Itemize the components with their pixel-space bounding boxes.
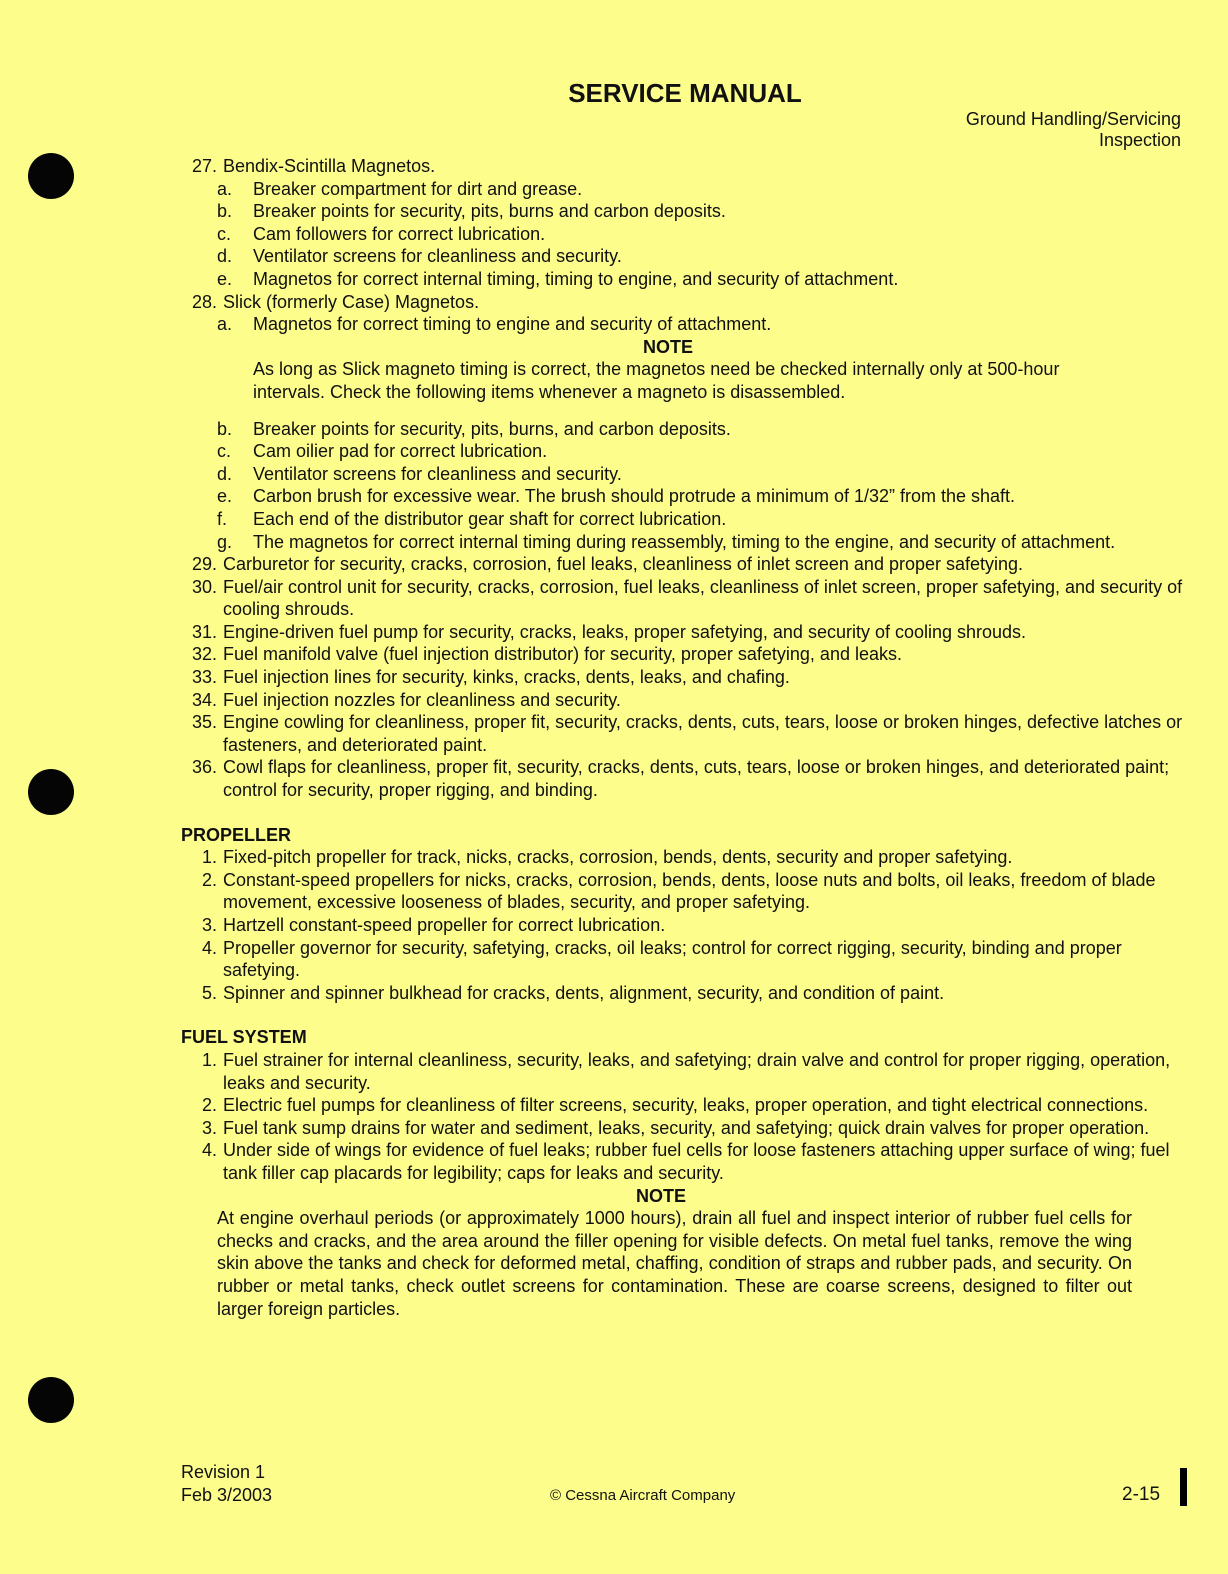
note-spacer xyxy=(181,404,1196,418)
sub-list-item xyxy=(181,508,1196,531)
revision-info xyxy=(181,1461,272,1507)
list-item xyxy=(181,846,1196,869)
sub-item-text: Magnetos for correct timing to engine and security of attachment. xyxy=(253,314,772,335)
list-item xyxy=(181,937,1196,982)
item-text: Fuel injection nozzles for cleanliness and security. xyxy=(223,689,621,710)
sub-item-text: Cam oilier pad for correct lubrication. xyxy=(253,441,548,462)
sub-item-letter: f. xyxy=(217,508,228,529)
list-item xyxy=(181,1049,1196,1094)
sub-list-item xyxy=(181,268,1196,291)
list-item xyxy=(181,1117,1196,1140)
sub-list-item xyxy=(181,440,1196,463)
sub-item-text: Breaker compartment for dirt and grease. xyxy=(253,178,583,199)
item-text: Engine-driven fuel pump for security, cracks, leaks, proper safetying, and security of cooling shrouds. xyxy=(223,621,1027,642)
list-item xyxy=(181,711,1196,756)
sub-item-letter: c. xyxy=(217,441,232,462)
item-number: 3. xyxy=(201,1117,217,1138)
sub-list-item xyxy=(181,463,1196,486)
magneto-note-text: As long as Slick magneto timing is correct, the magnetos need be checked internally only at 500-hour intervals. Check the following items whenever a magneto is disassembled. xyxy=(253,359,1060,402)
list-item xyxy=(181,1094,1196,1117)
item-text: Electric fuel pumps for cleanliness of filter screens, security, leaks, proper operation, and tight electrical connections. xyxy=(223,1095,1149,1116)
item-number: 32. xyxy=(191,644,217,665)
engine-inspection-list xyxy=(181,155,1196,802)
revision-bar xyxy=(1180,1468,1187,1506)
sub-item-letter: c. xyxy=(217,223,232,244)
page-body xyxy=(181,155,1196,1320)
item-text: Fuel strainer for internal cleanliness, security, leaks, and safetying; drain valve and control for proper rigging, operation, leaks and security. xyxy=(223,1049,1171,1093)
item-text: Fuel manifold valve (fuel injection distributor) for security, proper safetying, and leaks. xyxy=(223,644,902,665)
item-text: Bendix-Scintilla Magnetos. xyxy=(223,156,436,176)
item-number: 2. xyxy=(201,1095,217,1116)
sub-item-letter: b. xyxy=(217,418,233,439)
item-number: 5. xyxy=(201,982,217,1003)
sub-item-text: Ventilator screens for cleanliness and security. xyxy=(253,463,622,484)
list-item xyxy=(181,553,1196,576)
sub-item-text: Breaker points for security, pits, burns and carbon deposits. xyxy=(253,201,726,222)
item-number: 27. xyxy=(191,156,217,176)
list-item xyxy=(181,666,1196,689)
list-item xyxy=(181,291,1196,314)
fuel-system-list xyxy=(181,1049,1196,1185)
item-text: Engine cowling for cleanliness, proper fit, security, cracks, dents, cuts, tears, loose or broken hinges, defective latches or fasteners, and deteriorated paint. xyxy=(223,712,1183,755)
item-text: Hartzell constant-speed propeller for correct lubrication. xyxy=(223,915,666,935)
copyright: © Cessna Aircraft Company xyxy=(550,1487,736,1504)
revision-date: Feb 3/2003 xyxy=(181,1485,273,1505)
page-title: SERVICE MANUAL xyxy=(568,78,802,108)
sub-list-item xyxy=(181,313,1196,336)
item-text: Under side of wings for evidence of fuel leaks; rubber fuel cells for loose fasteners attaching upper surface of wing; fuel tank filler cap placards for legibility; caps for leaks and security. xyxy=(223,1140,1170,1183)
list-item xyxy=(181,689,1196,712)
propeller-heading: PROPELLER xyxy=(181,824,292,845)
list-item xyxy=(181,576,1196,621)
sub-list-item xyxy=(181,200,1196,223)
list-item xyxy=(181,982,1196,1005)
item-number: 31. xyxy=(191,621,217,642)
item-text: Propeller governor for security, safetying, cracks, oil leaks; control for correct rigging, security, binding and proper safetying. xyxy=(223,937,1122,981)
item-number: 1. xyxy=(201,847,217,868)
fuel-system-heading: FUEL SYSTEM xyxy=(181,1027,307,1048)
list-item xyxy=(181,756,1196,801)
sub-item-text: Magnetos for correct internal timing, timing to engine, and security of attachment. xyxy=(253,268,899,289)
list-item xyxy=(181,643,1196,666)
item-text: Cowl flaps for cleanliness, proper fit, security, cracks, dents, cuts, tears, loose or broken hinges, and deteriorated paint; control for security, proper rigging, and binding. xyxy=(223,757,1170,801)
sub-item-text: Carbon brush for excessive wear. The brush should protrude a minimum of 1/32” from the shaft. xyxy=(253,486,1016,507)
item-number: 4. xyxy=(201,937,217,958)
binder-hole-bottom xyxy=(28,1377,74,1423)
section-header xyxy=(966,109,1181,151)
item-text: Slick (formerly Case) Magnetos. xyxy=(223,291,480,312)
magneto-note-label: NOTE xyxy=(642,336,693,357)
item-number: 36. xyxy=(191,757,217,778)
sub-list-item xyxy=(181,245,1196,268)
item-number: 33. xyxy=(191,667,217,688)
item-text: Fixed-pitch propeller for track, nicks, cracks, corrosion, bends, dents, security and proper safetying. xyxy=(223,847,1013,868)
list-item xyxy=(181,621,1196,644)
sub-item-letter: b. xyxy=(217,201,233,222)
item-text: Fuel injection lines for security, kinks, cracks, dents, leaks, and chafing. xyxy=(223,667,790,688)
fuel-note-label: NOTE xyxy=(635,1185,686,1206)
sub-item-letter: d. xyxy=(217,463,233,484)
item-number: 2. xyxy=(201,869,217,890)
list-item xyxy=(181,155,1196,178)
item-number: 1. xyxy=(201,1049,217,1070)
sub-item-letter: e. xyxy=(217,268,233,289)
sub-item-text: Cam followers for correct lubrication. xyxy=(253,223,546,244)
item-number: 29. xyxy=(191,554,217,575)
sub-item-letter: g. xyxy=(217,531,233,552)
list-item xyxy=(181,1139,1196,1184)
sub-list-item xyxy=(181,485,1196,508)
sub-item-text: The magnetos for correct internal timing during reassembly, timing to the engine, and security of attachment. xyxy=(253,531,1116,552)
subsection-name: Inspection xyxy=(1098,130,1181,150)
item-number: 34. xyxy=(191,689,217,710)
item-number: 35. xyxy=(191,712,217,733)
item-text: Constant-speed propellers for nicks, cracks, corrosion, bends, dents, loose nuts and bolts, oil leaks, freedom of blade movement, excessive looseness of blades, security, and proper safetying. xyxy=(223,869,1156,913)
item-text: Fuel tank sump drains for water and sediment, leaks, security, and safetying; quick drain valves for proper operation. xyxy=(223,1117,1150,1138)
item-number: 3. xyxy=(201,915,217,935)
fuel-note-text: At engine overhaul periods (or approximately 1000 hours), drain all fuel and inspect interior of rubber fuel cells for checks and cracks, and the area around the filler opening for visible defects. On metal fuel tanks, remove the wing skin above the tanks and check for deformed metal, chaffing, condition of straps and rubber pads, and security. On rubber or metal tanks, check outlet screens for contamination. These are coarse screens, designed to filter out larger foreign particles. xyxy=(217,1208,1132,1319)
sub-list-item xyxy=(181,418,1196,441)
sub-list-item xyxy=(181,178,1196,201)
sub-list-item xyxy=(181,223,1196,246)
binder-hole-top xyxy=(28,153,74,199)
sub-item-letter: a. xyxy=(217,178,233,199)
item-number: 30. xyxy=(191,576,217,597)
sub-item-text: Ventilator screens for cleanliness and security. xyxy=(253,246,622,267)
item-number: 28. xyxy=(191,291,217,312)
propeller-list xyxy=(181,846,1196,1004)
item-text: Fuel/air control unit for security, cracks, corrosion, fuel leaks, cleanliness of inlet screen, proper safetying, and security of cooling shrouds. xyxy=(223,576,1183,620)
revision-label: Revision 1 xyxy=(181,1462,266,1482)
sub-item-text: Breaker points for security, pits, burns, and carbon deposits. xyxy=(253,418,731,439)
sub-item-letter: d. xyxy=(217,246,233,267)
sub-item-text: Each end of the distributor gear shaft for correct lubrication. xyxy=(253,508,727,529)
sub-item-letter: a. xyxy=(217,314,233,335)
page-number: 2-15 xyxy=(1122,1484,1161,1505)
sub-list-item xyxy=(181,531,1196,554)
item-text: Spinner and spinner bulkhead for cracks, dents, alignment, security, and condition of paint. xyxy=(223,982,945,1003)
binder-hole-middle xyxy=(28,769,74,815)
item-number: 4. xyxy=(201,1140,217,1161)
sub-item-letter: e. xyxy=(217,486,233,507)
item-text: Carburetor for security, cracks, corrosion, fuel leaks, cleanliness of inlet screen and proper safetying. xyxy=(223,554,1024,575)
section-name: Ground Handling/Servicing xyxy=(965,109,1181,129)
list-item xyxy=(181,914,1196,937)
list-item xyxy=(181,869,1196,914)
